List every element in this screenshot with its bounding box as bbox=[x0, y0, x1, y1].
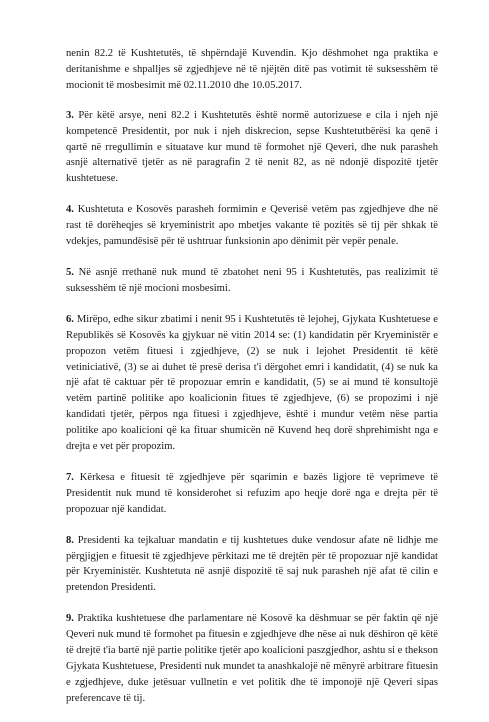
paragraph-text: Për këtë arsye, neni 82.2 i Kushtetutës është normë autorizuese e cila i njeh një kompetencë Presidentit, por nuk i njeh diskrecion, sepse Kushtetutbërësi ka qenë i qartë në rregullimin e situatave kur mund të formohet një Qeveri, dhe nuk parasheh asnjë alternativë tjetër as në paragrafin 2 të nenit 82, as në ndonjë dispozitë tjetër kushtetuese. bbox=[66, 109, 438, 185]
paragraph-text: Kërkesa e fituesit të zgjedhjeve për sqarimin e bazës ligjore të veprimeve të Presidentit nuk mund të konsiderohet si refuzim apo heqje dorë nga e drejta për të propozuar një kandidat. bbox=[66, 471, 438, 515]
paragraph-text: Presidenti ka tejkaluar mandatin e tij kushtetues duke vendosur afate në lidhje me përgjigjen e fituesit të zgjedhjeve përkitazi me të drejtën për të propozuar një kandidat për Kryeministër. Kushtetuta në asnjë dispozitë të saj nuk parasheh një afat të cilin e pretendon Presidenti. bbox=[66, 534, 438, 594]
paragraph-3 bbox=[66, 108, 438, 188]
document-body bbox=[66, 46, 438, 722]
paragraph-number: 4. bbox=[66, 204, 74, 216]
paragraph-8 bbox=[66, 533, 438, 597]
paragraph-number: 5. bbox=[66, 266, 74, 278]
paragraph-number: 6. bbox=[66, 313, 74, 325]
paragraph-5 bbox=[66, 265, 438, 297]
paragraph-text: Në asnjë rrethanë nuk mund të zbatohet neni 95 i Kushtetutës, pas realizimit të suksesshëm të një mocioni mosbesimi. bbox=[66, 266, 438, 294]
paragraph-text: Praktika kushtetuese dhe parlamentare në Kosovë ka dëshmuar se për faktin që një Qeveri nuk mund të formohet pa fituesin e zgjedhjeve dhe nëse ai nuk dëshiron që këtë të drejtë t'ia bartë një partie politike tjetër apo koalicioni paszgjedhor, ashtu si e thekson Gjykata Kushtetuese, Presidenti nuk mundet ta anashkalojë në mënyrë arbitrare fituesin e zgjedhjeve, duke jetësuar vullnetin e vet politik dhe të imponojë një Qeveri sipas preferencave të tij. bbox=[66, 613, 438, 704]
paragraph-6 bbox=[66, 312, 438, 455]
paragraph-number: 9. bbox=[66, 613, 74, 625]
paragraph-number: 8. bbox=[66, 534, 74, 546]
paragraph-number: 3. bbox=[66, 109, 74, 121]
paragraph-text: Mirëpo, edhe sikur zbatimi i nenit 95 i Kushtetutës të lejohej, Gjykata Kushtetuese e Republikës së Kosovës ka gjykuar në vitin 2014 se: (1) kandidatin për Kryeministër e propozon vetëm fituesi i zgjedhjeve, (2) se nuk i lejohet Presidentit të këtë vetiniciativë, (3) se ai duhet të presë derisa t'i dërgohet emri i kandidatit, (4) se nuk ka një afat të caktuar për të propozuar emrin e kandidatit, (5) se ai mund të konsultojë vetëm partinë politike apo koalicionin fitues të zgjedhjeve, (6) se propozimi i një kandidati tjetër, përpos nga fituesi i zgjedhjeve, është i mundur vetëm nëse partia politike apo koalicioni që ka fituar shumicën në Kuvend heq dorë shprehimisht nga e drejta e vet për propozim. bbox=[66, 313, 438, 453]
paragraph-number: 7. bbox=[66, 471, 74, 483]
intro-paragraph: nenin 82.2 të Kushtetutës, të shpërndajë Kuvendin. Kjo dëshmohet nga praktika e deritanishme e shpalljes së zgjedhjeve në të njëjtën ditë pas votimit të suksesshëm të mocionit të mosbesimit më 02.11.2010 dhe 10.05.2017. bbox=[66, 48, 438, 91]
paragraph-4 bbox=[66, 202, 438, 250]
paragraph-text: Kushtetuta e Kosovës parasheh formimin e Qeverisë vetëm pas zgjedhjeve dhe në rast të dorëheqjes së kryeministrit apo mbetjes vakante të pozitës së tij për shkak të vdekjes, pamundësisë për të ushtruar funksionin apo dënimit për vepër penale. bbox=[66, 204, 438, 248]
paragraph-7 bbox=[66, 470, 438, 518]
paragraph-9 bbox=[66, 611, 438, 706]
